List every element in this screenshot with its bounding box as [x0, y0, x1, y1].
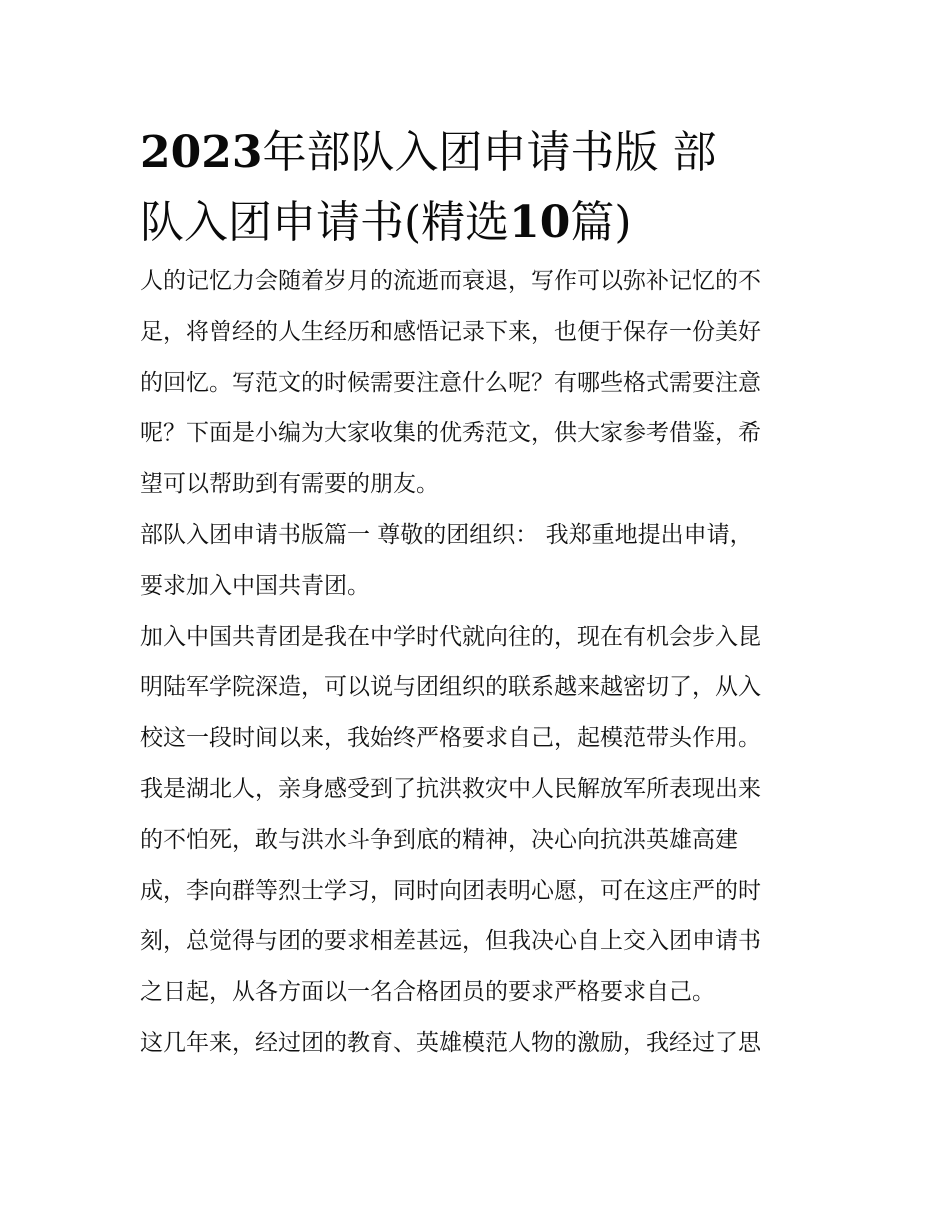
text-line: 加入中国共青团是我在中学时代就向往的，现在有机会步入昆	[140, 623, 761, 650]
text-line: 部队入团申请书版篇一 尊敬的团组织： 我郑重地提出申请，	[140, 521, 753, 548]
paragraph-application-opening	[140, 510, 820, 612]
title-text: 年部队入团申请书版 部	[262, 127, 717, 178]
title-year: 2023	[140, 127, 263, 178]
title-text: 队入团申请书(精选	[140, 197, 510, 248]
text-line: 望可以帮助到有需要的朋友。	[140, 471, 439, 498]
text-line: 校这一段时间以来，我始终严格要求自己，起模范带头作用。	[140, 725, 761, 752]
text-line: 之日起，从各方面以一名合格团员的要求严格要求自己。	[140, 979, 715, 1006]
text-line: 人的记忆力会随着岁月的流逝而衰退，写作可以弥补记忆的不	[140, 268, 761, 294]
text-line: 足，将曾经的人生经历和感悟记录下来，也便于保存一份美好	[140, 318, 761, 345]
title-number: 10	[509, 197, 571, 248]
text-line: 要求加入中国共青团。	[140, 572, 370, 599]
text-line: 的不怕死，敢与洪水斗争到底的精神，决心向抗洪英雄高建	[140, 826, 738, 853]
title-suffix: 篇)	[570, 197, 632, 248]
text-line: 呢？下面是小编为大家收集的优秀范文，供大家参考借鉴，希	[140, 420, 761, 447]
title-line	[140, 118, 820, 188]
document-title	[140, 118, 820, 258]
text-line: 我是湖北人，亲身感受到了抗洪救灾中人民解放军所表现出来	[140, 775, 761, 802]
text-line: 成，李向群等烈士学习，同时向团表明心愿，可在这庄严的时	[140, 877, 761, 904]
paragraph-aspiration	[140, 612, 820, 764]
paragraph-continuation	[140, 1018, 820, 1069]
paragraph-intro	[140, 256, 820, 510]
document-body	[140, 256, 820, 1069]
paragraph-motivation	[140, 764, 820, 1018]
title-line	[140, 188, 820, 258]
text-line: 刻，总觉得与团的要求相差甚远，但我决心自上交入团申请书	[140, 928, 761, 955]
text-line: 明陆军学院深造，可以说与团组织的联系越来越密切了，从入	[140, 674, 761, 701]
text-line: 的回忆。写范文的时候需要注意什么呢？有哪些格式需要注意	[140, 369, 761, 396]
text-line: 这几年来，经过团的教育、英雄模范人物的激励，我经过了思	[140, 1029, 761, 1056]
